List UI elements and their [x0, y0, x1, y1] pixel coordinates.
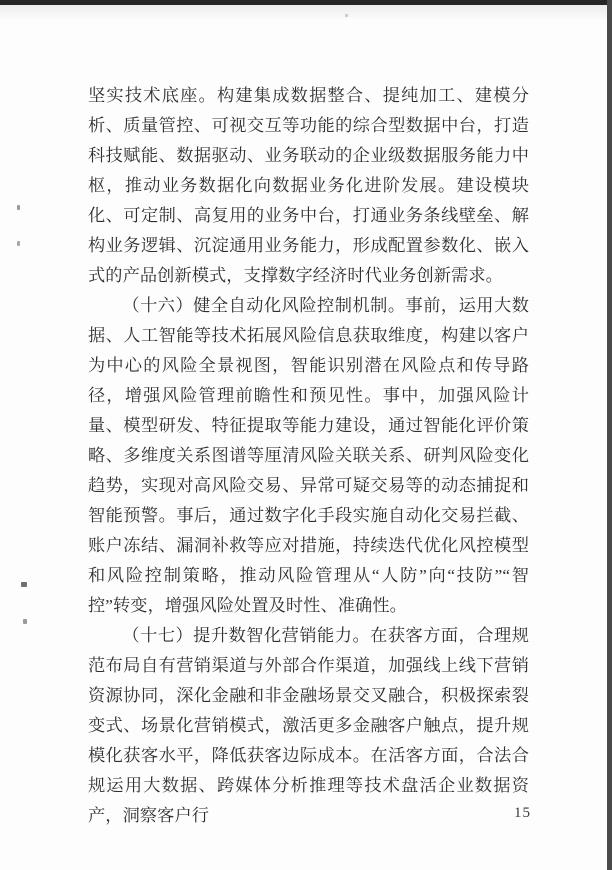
scan-top-shading — [0, 5, 612, 21]
scan-edge-right — [607, 0, 612, 870]
scan-speck — [17, 205, 20, 210]
scan-speck — [21, 582, 27, 587]
scan-speck — [23, 619, 27, 624]
document-body — [88, 81, 529, 831]
paragraph: 坚实技术底座。构建集成数据整合、提纯加工、建模分析、质量管控、可视交互等功能的综合型数据中台，打造科技赋能、数据驱动、业务联动的企业级数据服务能力中枢，推动业务数据化向数据业务化进阶发展。建设模块化、可定制、高复用的业务中台，打通业务条线壁垒、解构业务逻辑、沉淀通用业务能力，形成配置参数化、嵌入式的产品创新模式，支撑数字经济时代业务创新需求。 — [88, 86, 529, 285]
paragraph: （十七）提升数智化营销能力。在获客方面，合理规范布局自有营销渠道与外部合作渠道，加强线上线下营销资源协同，深化金融和非金融场景交叉融合，积极探索裂变式、场景化营销模式，激活更多金融客户触点，提升规模化获客水平，降低获客边际成本。在活客方面，合法合规运用大数据、跨媒体分析推理等技术盘活企业数据资产，洞察客户行 — [88, 626, 529, 825]
scan-speck — [17, 241, 20, 246]
page-number: 15 — [514, 805, 531, 821]
paragraph: （十六）健全自动化风险控制机制。事前，运用大数据、人工智能等技术拓展风险信息获取维度，构建以客户为中心的风险全景视图，智能识别潜在风险点和传导路径，增强风险管理前瞻性和预见性。事中，加强风险计量、模型研发、特征提取等能力建设，通过智能化评价策略、多维度关系图谱等厘清风险关联关系、研判风险变化趋势，实现对高风险交易、异常可疑交易等的动态捕捉和智能预警。事后，通过数字化手段实施自动化交易拦截、账户冻结、漏洞补救等应对措施，持续迭代优化风控模型和风险控制策略，推动风险管理从“人防”向“技防”“智控”转变，增强风险处置及时性、准确性。 — [88, 296, 529, 615]
scan-speck — [345, 14, 348, 17]
